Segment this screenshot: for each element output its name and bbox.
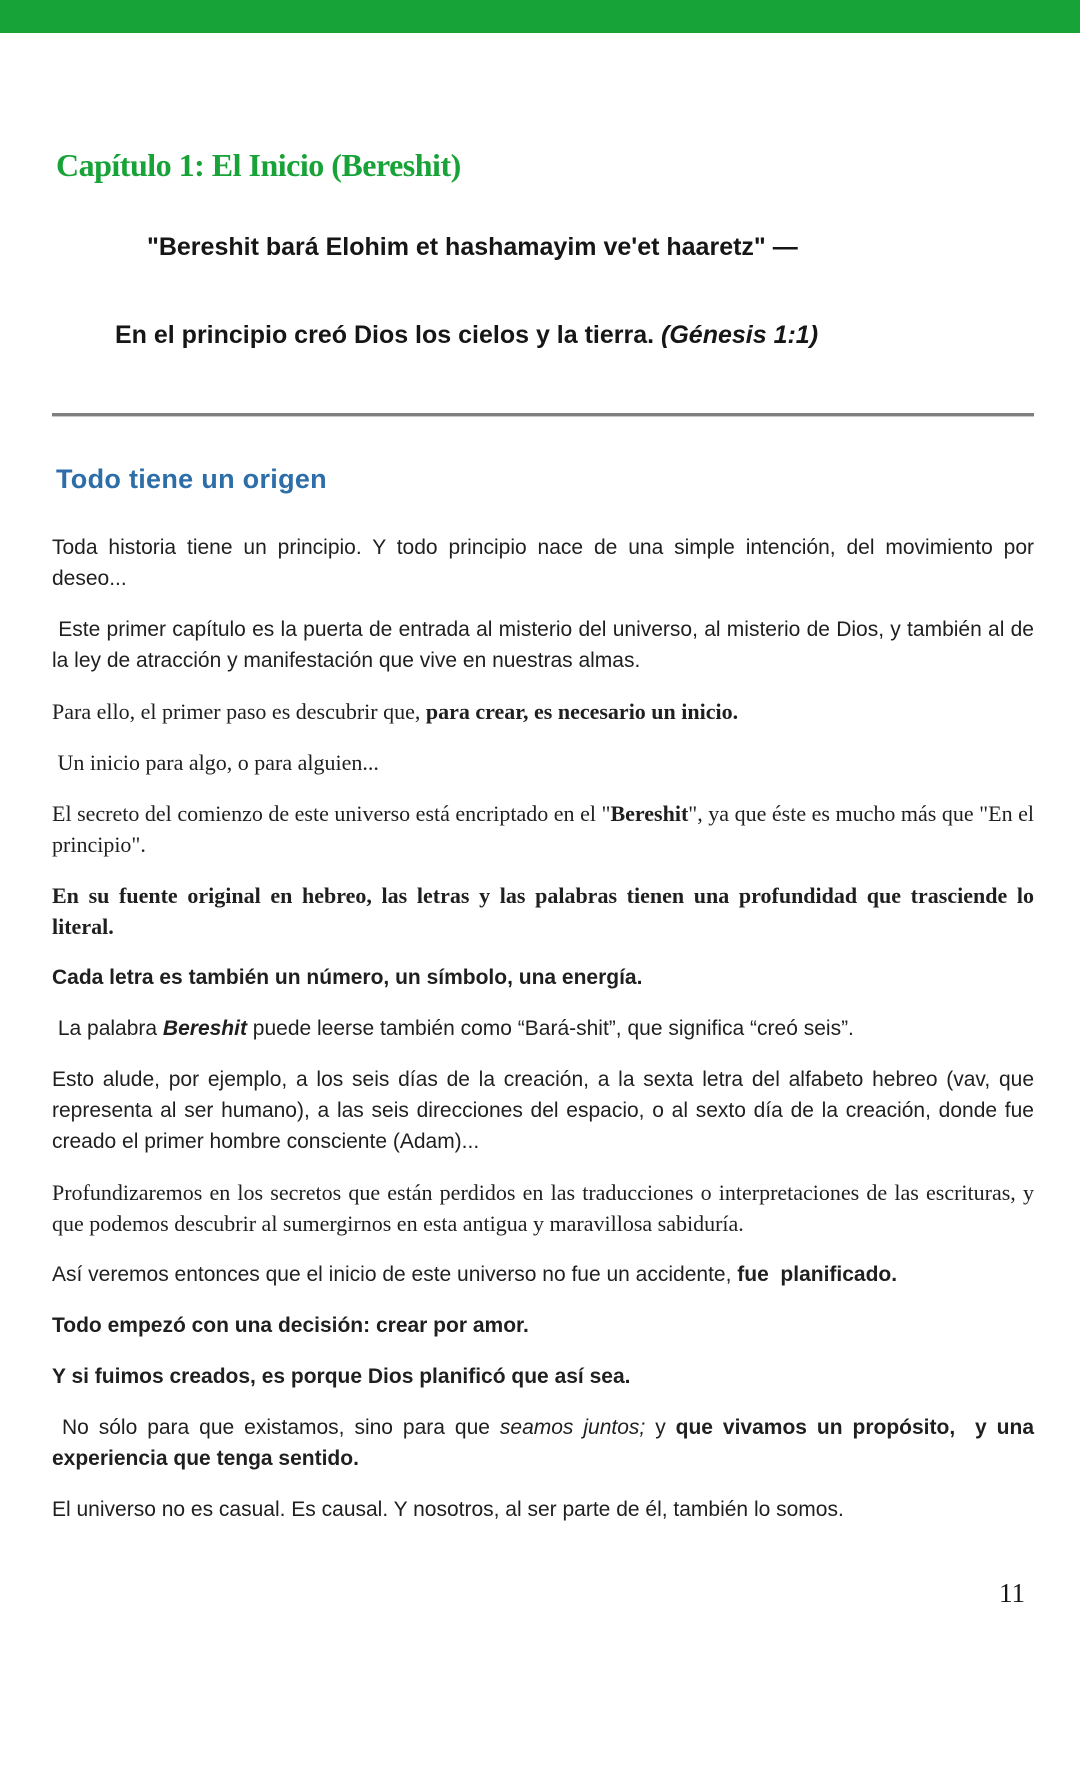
text-run: que vivamos un propósito, y una experiencia que tenga sentido. [52, 1416, 1035, 1470]
text-run: Bereshit [610, 801, 689, 826]
paragraph [52, 798, 1034, 860]
text-run: No sólo para que existamos, sino para que [52, 1416, 500, 1439]
text-run: puede leerse también como “Bará-shit”, que significa “creó seis”. [246, 1017, 854, 1040]
top-accent-bar [0, 0, 1080, 33]
text-run: y [645, 1416, 676, 1439]
paragraph [52, 1064, 1034, 1157]
epigraph-hebrew-transliteration: "Bereshit bará Elohim et hashamayim ve'et haaretz" — [147, 233, 798, 261]
text-run: para crear, es necesario un inicio. [425, 699, 739, 724]
paragraph [52, 1412, 1034, 1474]
chapter-title: Capítulo 1: El Inicio (Bereshit) [56, 147, 461, 183]
epigraph-verse-reference: (Génesis 1:1) [661, 321, 819, 349]
text-run: Y si fuimos creados, es porque Dios planificó que así sea. [52, 1365, 631, 1388]
document-page [0, 33, 1080, 1545]
horizontal-divider [52, 413, 1034, 417]
paragraph [52, 1177, 1034, 1239]
text-run: ", ya que éste es mucho más que "En el principio". [52, 801, 1034, 857]
text-run: Bereshit [162, 1017, 247, 1040]
text-run: Esto alude, por ejemplo, a los seis días de la creación, a la sexta letra del alfabeto hebreo (vav, que representa al ser humano), a las seis direcciones del espacio, o al sexto día de la creación, donde fue creado el primer hombre consciente (Adam)... [52, 1068, 1034, 1153]
epigraph-block [52, 231, 1034, 351]
section-heading: Todo tiene un origen [56, 464, 327, 494]
paragraph [52, 614, 1034, 676]
text-run: El secreto del comienzo de este universo está encriptado en el " [52, 801, 611, 826]
document-body [52, 532, 1034, 1525]
text-run: seamos juntos; [499, 1416, 646, 1439]
paragraph [52, 1494, 1034, 1525]
epigraph-translation-text: En el principio creó Dios los cielos y la tierra. [115, 321, 662, 349]
text-run: La palabra [52, 1017, 163, 1040]
text-run: Toda historia tiene un principio. Y todo principio nace de una simple intención, del movimiento por deseo... [52, 536, 1034, 590]
paragraph [52, 1013, 1034, 1044]
text-run: Profundizaremos en los secretos que están perdidos en las traducciones o interpretaciones de las escrituras, y que podemos descubrir al sumergirnos en esta antigua y maravillosa sabiduría. [52, 1180, 1034, 1236]
paragraph [52, 1259, 1034, 1290]
text-run: Todo empezó con una decisión: crear por amor. [52, 1314, 529, 1337]
text-run: En su fuente original en hebreo, las letras y las palabras tienen una profundidad que trasciende lo literal. [52, 883, 1034, 939]
text-run: Este primer capítulo es la puerta de entrada al misterio del universo, al misterio de Dios, y también al de la ley de atracción y manifestación que vive en nuestras almas. [52, 618, 1034, 672]
paragraph [52, 1361, 1034, 1392]
text-run: Cada letra es también un número, un símbolo, una energía. [52, 966, 643, 989]
page-number: 11 [999, 1578, 1025, 1608]
text-run: El universo no es casual. Es causal. Y nosotros, al ser parte de él, también lo somos. [52, 1498, 844, 1521]
paragraph [52, 1310, 1034, 1341]
paragraph [52, 880, 1034, 942]
text-run: Así veremos entonces que el inicio de este universo no fue un accidente, [52, 1263, 738, 1286]
epigraph-translation [115, 319, 1034, 351]
text-run: Un inicio para algo, o para alguien... [52, 750, 379, 775]
text-run: Para ello, el primer paso es descubrir que, [52, 699, 426, 724]
paragraph [52, 532, 1034, 594]
text-run: fue planificado. [737, 1263, 898, 1286]
paragraph [52, 962, 1034, 993]
paragraph [52, 747, 1034, 778]
paragraph [52, 696, 1034, 727]
